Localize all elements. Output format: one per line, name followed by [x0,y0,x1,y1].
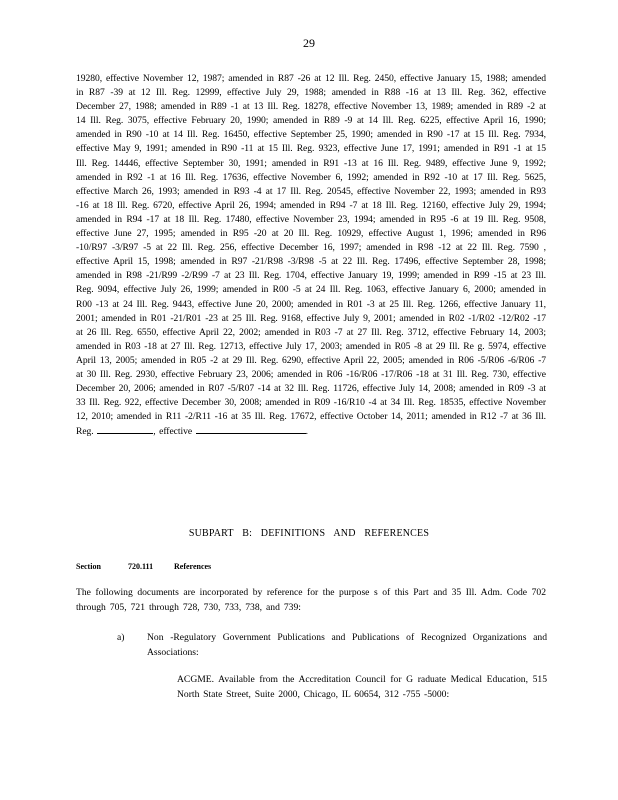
page-number: 29 [303,36,315,50]
acgme-reference: ACGME. Available from the Accreditation Council for G raduate Medical Education, 515 North State Street, Suite 2000, Chicago, IL 60654, 312 -755 -5000: [177,674,547,700]
item-a-text: Non -Regulatory Government Publications and Publications of Recognized Organizations and Associations: [147,632,547,658]
item-a-marker: a) [117,632,125,643]
section-number: 720.111 [128,562,154,571]
section-title: References [174,562,212,571]
subpart-heading: SUBPART B: DEFINITIONS AND REFERENCES [188,528,430,539]
intro-paragraph: The following documents are incorporated by reference for the purpose s of this Part and 35 Ill. Adm. Code 702 through 705, 721 through 728, 730, 733, 738, and 739: [76,587,546,613]
history-end-period: . [305,426,308,438]
section-heading [76,562,211,571]
list-item-a [117,630,547,660]
blank-line-date [196,424,306,434]
history-text: 19280, effective November 12, 1987; amended in R87 -26 at 12 Ill. Reg. 2450, effective January 15, 1988; amended in R87 -39 at 12 Ill. Reg. 12999, effective July 29, 1988; amended in R88 -16 at 13 Ill. Reg. 362, effective December 27, 1988; amended in R89 -1 at 13 Ill. Reg. 18278, effective November 13, 1989; amended in R89 -2 at 14 Ill. Reg. 3075, effective February 20, 1990; amended in R89 -9 at 14 Ill. Reg. 6225, effective April 16, 1990; amended in R90 -10 at 14 Ill. Reg. 16450, effective September 25, 1990; amended in R90 -17 at 15 Ill. Reg. 7934, effective May 9, 1991; amended in R90 -11 at 15 Ill. Reg. 9323, effective June 17, 1991; amended in R91 -1 at 15 Ill. Reg. 14446, effective September 30, 1991; amended in R91 -13 at 16 Ill. Reg. 9489, effective June 9, 1992; amended in R92 -1 at 16 Ill. Reg. 17636, effective November 6, 1992; amended in R92 -10 at 17 Ill. Reg. 5625, effective March 26, 1993; amended in R93 -4 at 17 Ill. Reg. 20545, effective November 22, 1993; amended in R93 -16 at 18 Ill. Reg. 6720, effective April 26, 1994; amended in R94 -7 at 18 Ill. Reg. 12160, effective July 29, 1994; amended in R94 -17 at 18 Ill. Reg. 17480, effective November 23, 1994; amended in R95 -6 at 19 Ill. Reg. 9508, effective June 27, 1995; amended in R95 -20 at 20 Ill. Reg. 10929, effective August 1, 1996; amended in R96 -10/R97 -3/R97 -5 at 22 Ill. Reg. 256, effective December 16, 1997; amended in R98 -12 at 22 Ill. Reg. 7590 , effective April 15, 1998; amended in R97 -21/R98 -3/R98 -5 at 22 Ill. Reg. 17496, effective September 28, 1998; amended in R98 -21/R99 -2/R99 -7 at 23 Ill. Reg. 1704, effective January 19, 1999; amended in R99 -15 at 23 Ill. Reg. 9094, effective July 26, 1999; amended in R00 -5 at 24 Ill. Reg. 1063, effective January 6, 2000; amended in R00 -13 at 24 Ill. Reg. 9443, effective June 20, 2000; amended in R01 -3 at 25 Ill. Reg. 1266, effective January 11, 2001; amended in R01 -21/R01 -23 at 25 Ill. Reg. 9168, effective July 9, 2001; amended in R02 -1/R02 -12/R02 -17 at 26 Ill. Reg. 6550, effective April 22, 2002; amended in R03 -7 at 27 Ill. Reg. 3712, effective February 14, 2003; amended in R03 -18 at 27 Ill. Reg. 12713, effective July 17, 2003; amended in R05 -8 at 29 Ill. Re g. 5974, effective April 13, 2005; amended in R05 -2 at 29 Ill. Reg. 6290, effective April 22, 2005; amended in R06 -5/R06 -6/R06 -7 at 30 Ill. Reg. 2930, effective February 23, 2006; amended in R06 -16/R06 -17/R06 -18 at 31 Ill. Reg. 730, effective December 20, 2006; amended in R07 -5/R07 -14 at 32 Ill. Reg. 11726, effective July 14, 2008; amended in R09 -3 at 33 Ill. Reg. 922, effective December 30, 2008; amended in R09 -16/R10 -4 at 34 Ill. Reg. 18535, effective November 12, 2010; amended in R11 -2/R11 -16 at 35 Ill. Reg. 17672, effective October 14, 2011; amended in R12 -7 at 36 Ill. Reg. [76,73,546,438]
section-label: Section [76,562,101,571]
history-effective-label: , effective [153,426,193,438]
source-history-paragraph [76,72,546,439]
blank-line-page [97,424,153,434]
